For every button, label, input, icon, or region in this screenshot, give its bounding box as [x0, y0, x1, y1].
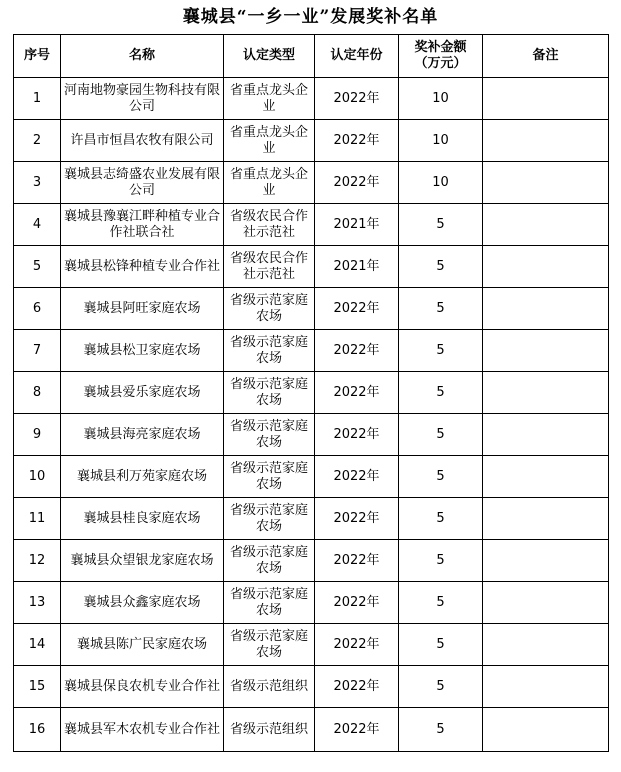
cell-year: 2022年 — [315, 288, 399, 330]
cell-year: 2022年 — [315, 78, 399, 120]
cell-index: 4 — [14, 204, 61, 246]
cell-year: 2022年 — [315, 666, 399, 708]
cell-remark — [483, 414, 609, 456]
cell-name: 襄城县利万苑家庭农场 — [61, 456, 224, 498]
cell-year: 2022年 — [315, 162, 399, 204]
cell-remark — [483, 456, 609, 498]
cell-remark — [483, 246, 609, 288]
cell-name: 襄城县松卫家庭农场 — [61, 330, 224, 372]
cell-type: 省级示范家庭农场 — [224, 582, 315, 624]
cell-remark — [483, 498, 609, 540]
table-row — [14, 540, 609, 582]
cell-year: 2022年 — [315, 120, 399, 162]
cell-name: 许昌市恒昌农牧有限公司 — [61, 120, 224, 162]
table-row — [14, 78, 609, 120]
cell-amount: 5 — [399, 372, 483, 414]
cell-amount: 5 — [399, 498, 483, 540]
cell-remark — [483, 624, 609, 666]
cell-type: 省级示范家庭农场 — [224, 456, 315, 498]
table-row — [14, 162, 609, 204]
cell-name: 襄城县保良农机专业合作社 — [61, 666, 224, 708]
cell-remark — [483, 330, 609, 372]
header-year: 认定年份 — [315, 35, 399, 78]
cell-amount: 5 — [399, 246, 483, 288]
table-row — [14, 708, 609, 752]
cell-index: 1 — [14, 78, 61, 120]
cell-name: 襄城县众望银龙家庭农场 — [61, 540, 224, 582]
cell-year: 2022年 — [315, 330, 399, 372]
cell-name: 河南地物豪园生物科技有限公司 — [61, 78, 224, 120]
cell-index: 8 — [14, 372, 61, 414]
cell-index: 15 — [14, 666, 61, 708]
cell-index: 2 — [14, 120, 61, 162]
table-row — [14, 330, 609, 372]
cell-year: 2022年 — [315, 624, 399, 666]
cell-remark — [483, 708, 609, 752]
cell-index: 12 — [14, 540, 61, 582]
cell-remark — [483, 666, 609, 708]
cell-index: 14 — [14, 624, 61, 666]
cell-remark — [483, 540, 609, 582]
cell-amount: 5 — [399, 666, 483, 708]
cell-year: 2022年 — [315, 456, 399, 498]
cell-name: 襄城县爱乐家庭农场 — [61, 372, 224, 414]
cell-name: 襄城县志绮盛农业发展有限公司 — [61, 162, 224, 204]
table-row — [14, 288, 609, 330]
header-type: 认定类型 — [224, 35, 315, 78]
cell-type: 省级示范家庭农场 — [224, 414, 315, 456]
header-row — [14, 35, 609, 78]
cell-amount: 10 — [399, 162, 483, 204]
cell-remark — [483, 582, 609, 624]
page-title: 襄城县“一乡一业”发展奖补名单 — [182, 7, 439, 27]
cell-type: 省重点龙头企业 — [224, 78, 315, 120]
table-row — [14, 582, 609, 624]
cell-index: 5 — [14, 246, 61, 288]
cell-amount: 5 — [399, 708, 483, 752]
cell-index: 10 — [14, 456, 61, 498]
cell-year: 2022年 — [315, 414, 399, 456]
cell-type: 省级示范家庭农场 — [224, 498, 315, 540]
table-row — [14, 666, 609, 708]
table-row — [14, 246, 609, 288]
award-table — [13, 34, 609, 752]
cell-type: 省级农民合作社示范社 — [224, 246, 315, 288]
cell-amount: 5 — [399, 456, 483, 498]
cell-name: 襄城县陈广民家庭农场 — [61, 624, 224, 666]
cell-amount: 5 — [399, 414, 483, 456]
cell-type: 省级示范家庭农场 — [224, 624, 315, 666]
cell-remark — [483, 288, 609, 330]
cell-year: 2021年 — [315, 204, 399, 246]
cell-year: 2022年 — [315, 582, 399, 624]
cell-type: 省级示范组织 — [224, 708, 315, 752]
cell-amount: 5 — [399, 204, 483, 246]
cell-amount: 10 — [399, 120, 483, 162]
cell-amount: 5 — [399, 540, 483, 582]
header-index: 序号 — [14, 35, 61, 78]
cell-amount: 10 — [399, 78, 483, 120]
cell-year: 2022年 — [315, 540, 399, 582]
cell-amount: 5 — [399, 582, 483, 624]
cell-type: 省级示范家庭农场 — [224, 288, 315, 330]
cell-year: 2021年 — [315, 246, 399, 288]
cell-index: 13 — [14, 582, 61, 624]
cell-amount: 5 — [399, 288, 483, 330]
table-row — [14, 624, 609, 666]
cell-index: 6 — [14, 288, 61, 330]
table-row — [14, 414, 609, 456]
cell-index: 3 — [14, 162, 61, 204]
cell-type: 省重点龙头企业 — [224, 162, 315, 204]
cell-remark — [483, 162, 609, 204]
table-row — [14, 120, 609, 162]
cell-name: 襄城县松锋种植专业合作社 — [61, 246, 224, 288]
cell-year: 2022年 — [315, 498, 399, 540]
cell-type: 省级示范家庭农场 — [224, 540, 315, 582]
cell-index: 7 — [14, 330, 61, 372]
header-amount: 奖补金额 （万元） — [399, 35, 483, 78]
table-row — [14, 456, 609, 498]
cell-amount: 5 — [399, 330, 483, 372]
cell-type: 省重点龙头企业 — [224, 120, 315, 162]
cell-type: 省级示范家庭农场 — [224, 372, 315, 414]
cell-name: 襄城县军木农机专业合作社 — [61, 708, 224, 752]
table-row — [14, 204, 609, 246]
cell-remark — [483, 78, 609, 120]
cell-type: 省级示范组织 — [224, 666, 315, 708]
cell-name: 襄城县豫襄江畔种植专业合作社联合社 — [61, 204, 224, 246]
cell-remark — [483, 204, 609, 246]
cell-remark — [483, 120, 609, 162]
header-name: 名称 — [61, 35, 224, 78]
cell-year: 2022年 — [315, 708, 399, 752]
cell-year: 2022年 — [315, 372, 399, 414]
cell-amount: 5 — [399, 624, 483, 666]
cell-index: 11 — [14, 498, 61, 540]
cell-name: 襄城县众鑫家庭农场 — [61, 582, 224, 624]
table-row — [14, 372, 609, 414]
cell-name: 襄城县阿旺家庭农场 — [61, 288, 224, 330]
table-body — [14, 78, 609, 752]
cell-type: 省级示范家庭农场 — [224, 330, 315, 372]
cell-name: 襄城县海亮家庭农场 — [61, 414, 224, 456]
cell-index: 16 — [14, 708, 61, 752]
cell-name: 襄城县桂良家庭农场 — [61, 498, 224, 540]
cell-type: 省级农民合作社示范社 — [224, 204, 315, 246]
table-row — [14, 498, 609, 540]
cell-index: 9 — [14, 414, 61, 456]
cell-remark — [483, 372, 609, 414]
header-remark: 备注 — [483, 35, 609, 78]
